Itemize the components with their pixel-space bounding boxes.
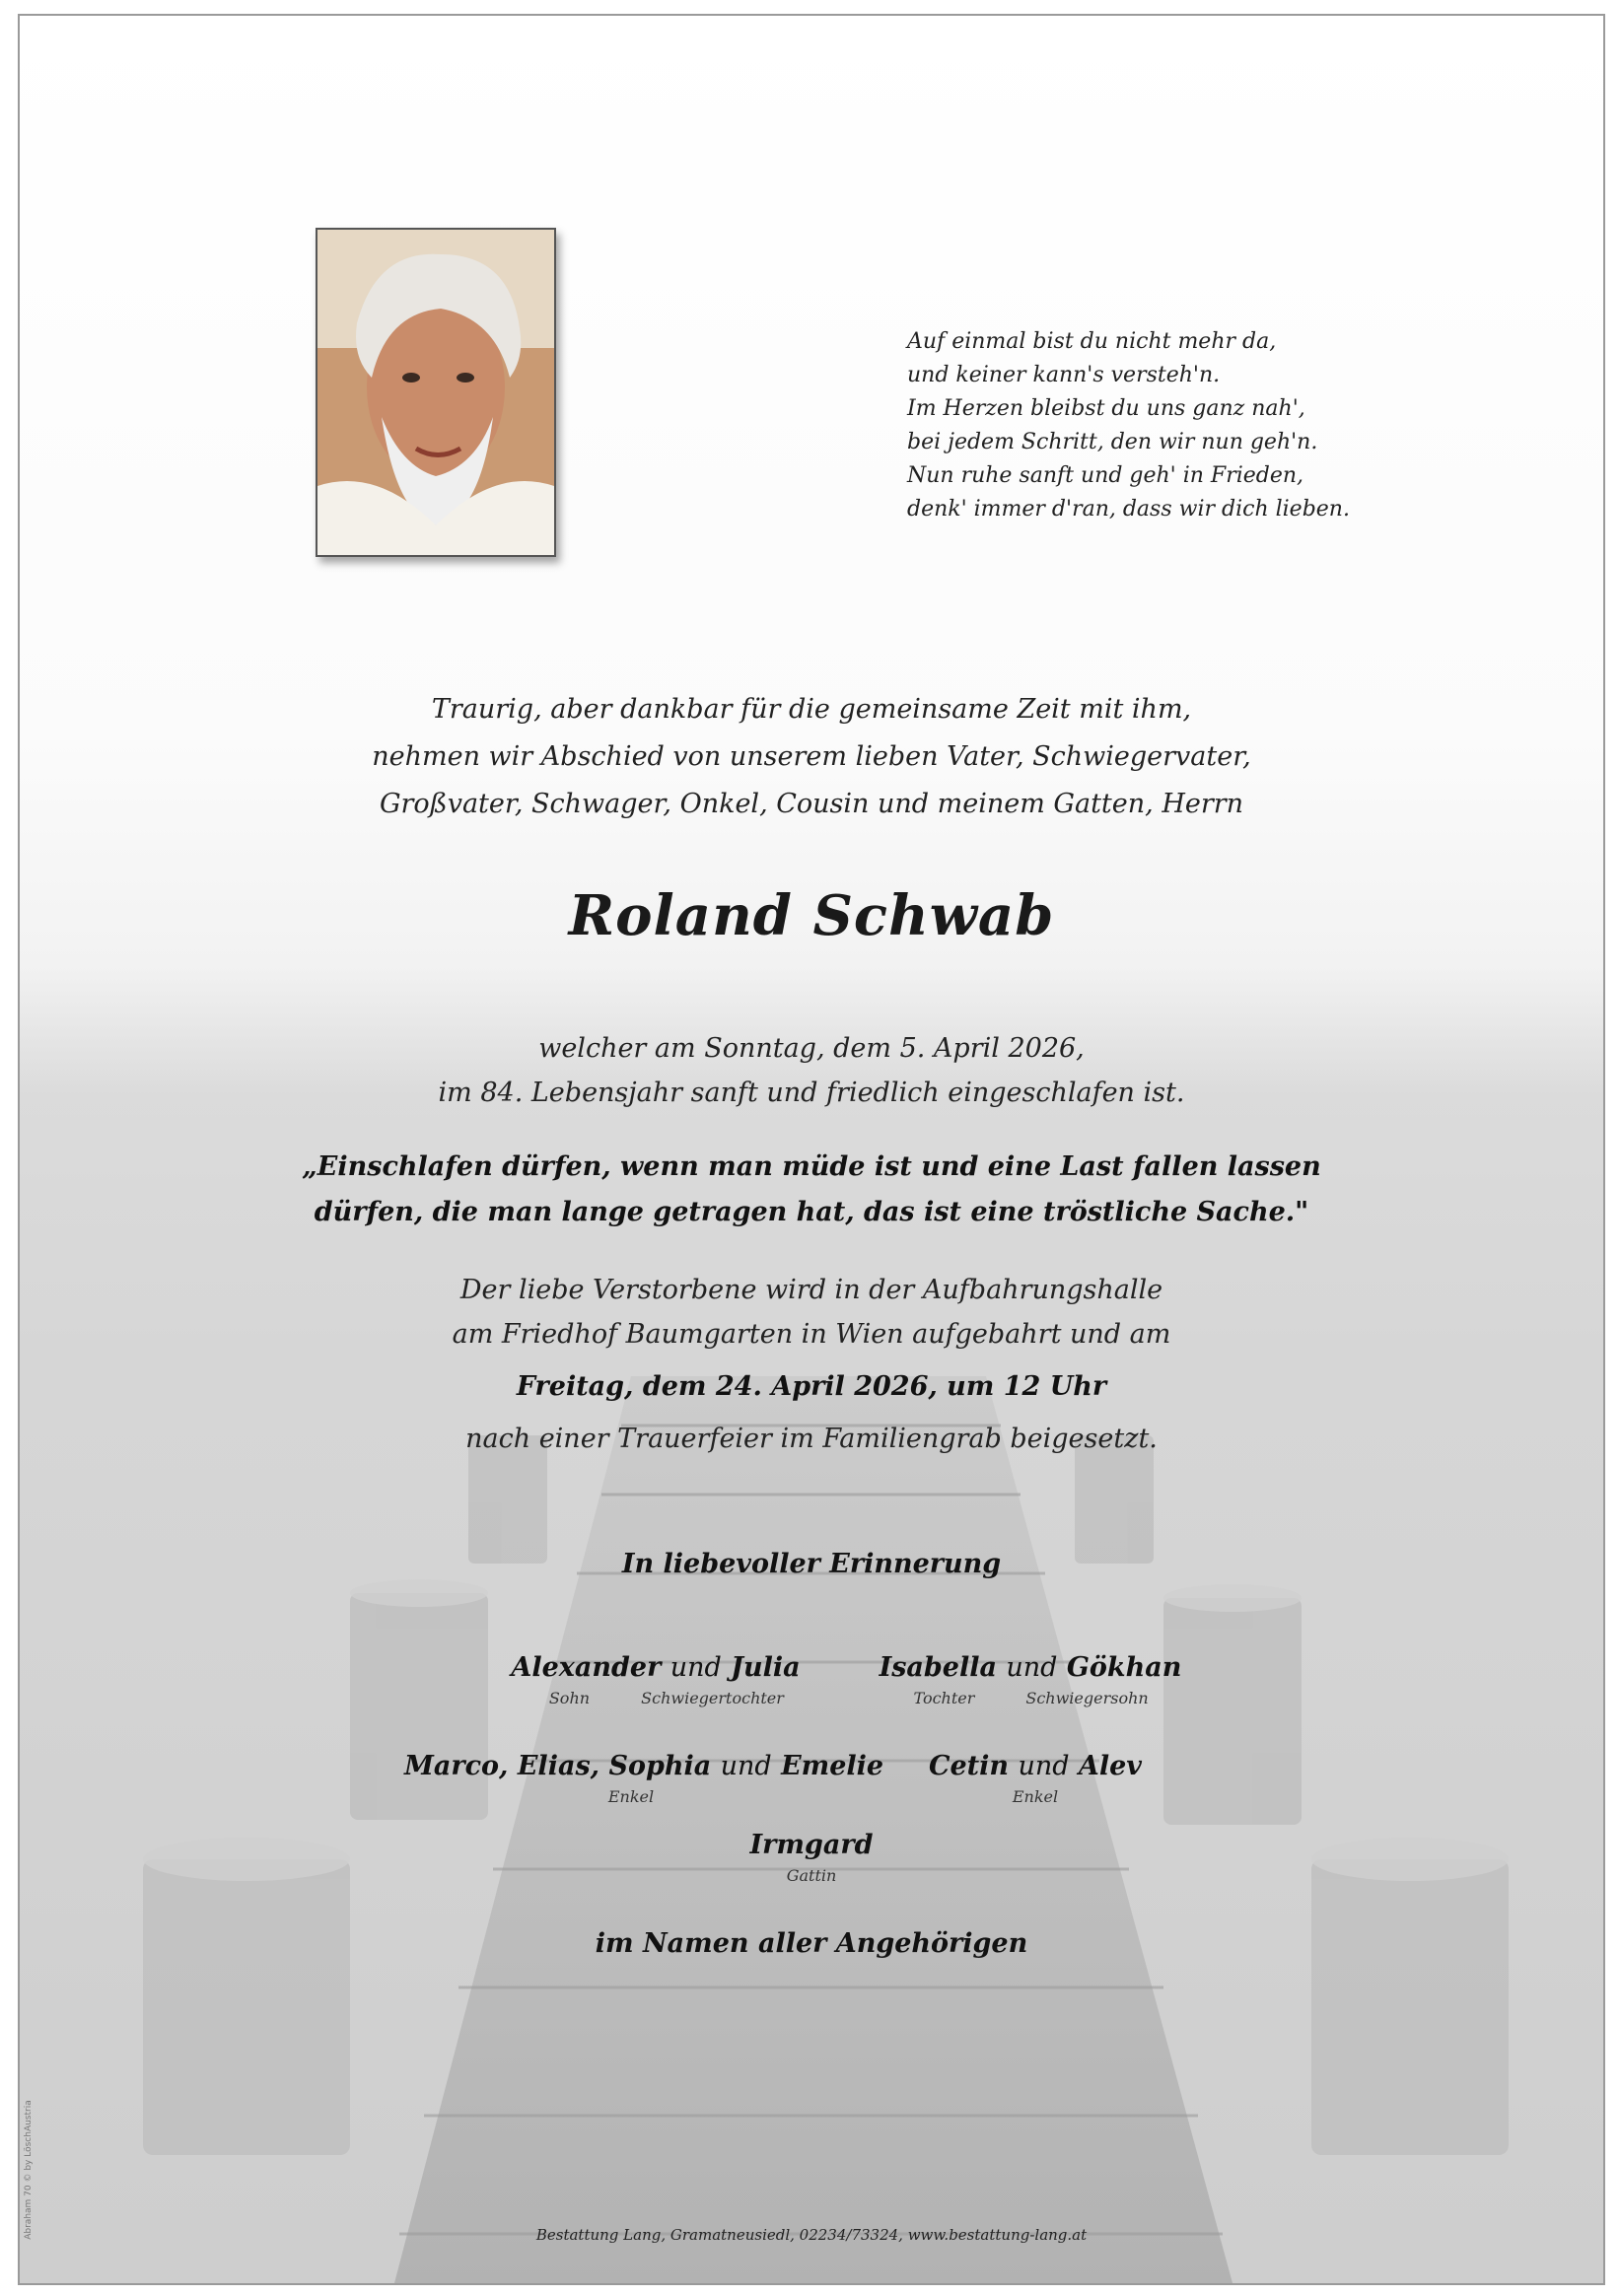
family-name: Alev bbox=[1078, 1751, 1142, 1781]
funeral-home-footer: Bestattung Lang, Gramatneusiedl, 02234/73324, www.bestattung-lang.at bbox=[535, 2226, 1088, 2244]
death-line: welcher am Sonntag, dem 5. April 2026, bbox=[538, 1033, 1085, 1064]
poem-line: bei jedem Schritt, den wir nun geh'n. bbox=[907, 430, 1318, 454]
family-group-daughter bbox=[868, 1652, 1193, 1707]
family-name: Julia bbox=[731, 1652, 801, 1683]
intro-line: nehmen wir Abschied von unserem lieben Vater, Schwiegervater, bbox=[372, 741, 1251, 772]
family-relation: Enkel bbox=[1012, 1787, 1059, 1806]
family-group-wife bbox=[664, 1830, 959, 1885]
family-and: und bbox=[1006, 1652, 1058, 1683]
family-and: und bbox=[1018, 1751, 1070, 1781]
intro-line: Großvater, Schwager, Onkel, Cousin und meinem Gatten, Herrn bbox=[379, 789, 1244, 819]
family-name: Cetin bbox=[929, 1751, 1010, 1781]
family-relation: Schwiegertochter bbox=[641, 1689, 784, 1707]
funeral-details bbox=[20, 1268, 1603, 1461]
family-relation: Enkel bbox=[607, 1787, 655, 1806]
quote-line: dürfen, die man lange getragen hat, das ist eine tröstliche Sache." bbox=[314, 1197, 1309, 1227]
family-name: Isabella bbox=[879, 1652, 997, 1683]
quote bbox=[20, 1145, 1603, 1235]
obituary-page bbox=[18, 14, 1605, 2285]
on-behalf-line: im Namen aller Angehörigen bbox=[595, 1928, 1028, 1959]
funeral-line: Der liebe Verstorbene wird in der Aufbahrungshalle bbox=[459, 1275, 1163, 1305]
funeral-line: nach einer Trauerfeier im Familiengrab beigesetzt. bbox=[465, 1424, 1158, 1454]
memory-heading: In liebevoller Erinnerung bbox=[621, 1549, 1002, 1579]
quote-line: „Einschlafen dürfen, wenn man müde ist und eine Last fallen lassen bbox=[302, 1151, 1321, 1182]
family-relation: Gattin bbox=[786, 1866, 837, 1885]
family-group-grandchildren bbox=[404, 1751, 884, 1806]
death-notice bbox=[20, 1026, 1603, 1115]
family-group-grandchildren-2 bbox=[887, 1751, 1183, 1806]
family-relation: Schwiegersohn bbox=[1025, 1689, 1149, 1707]
family-relation: Tochter bbox=[913, 1689, 975, 1707]
poem bbox=[907, 325, 1420, 526]
family-name: Marco, Elias, Sophia bbox=[404, 1751, 712, 1781]
poem-line: Auf einmal bist du nicht mehr da, bbox=[907, 329, 1277, 354]
family-name: Emelie bbox=[781, 1751, 884, 1781]
family-name: Gökhan bbox=[1066, 1652, 1182, 1683]
funeral-date: Freitag, dem 24. April 2026, um 12 Uhr bbox=[516, 1371, 1107, 1402]
poem-line: und keiner kann's versteh'n. bbox=[907, 363, 1221, 387]
deceased-name: Roland Schwab bbox=[568, 883, 1055, 948]
family-relation: Sohn bbox=[548, 1689, 591, 1707]
family-group-son bbox=[493, 1652, 818, 1707]
poem-line: Nun ruhe sanft und geh' in Frieden, bbox=[907, 463, 1304, 488]
family-name: Irmgard bbox=[749, 1830, 874, 1860]
poem-line: Im Herzen bleibst du uns ganz nah', bbox=[907, 396, 1305, 421]
poem-line: denk' immer d'ran, dass wir dich lieben. bbox=[907, 497, 1350, 522]
intro-text bbox=[20, 686, 1603, 828]
family-name: Alexander bbox=[511, 1652, 662, 1683]
image-credit: Abraham 70 © by LöschAustria bbox=[23, 2100, 34, 2240]
death-line: im 84. Lebensjahr sanft und friedlich eingeschlafen ist. bbox=[438, 1078, 1185, 1108]
family-and: und bbox=[669, 1652, 722, 1683]
portrait-photo bbox=[316, 228, 556, 557]
intro-line: Traurig, aber dankbar für die gemeinsame Zeit mit ihm, bbox=[431, 694, 1192, 725]
funeral-line: am Friedhof Baumgarten in Wien aufgebahrt und am bbox=[452, 1319, 1171, 1350]
family-and: und bbox=[720, 1751, 772, 1781]
